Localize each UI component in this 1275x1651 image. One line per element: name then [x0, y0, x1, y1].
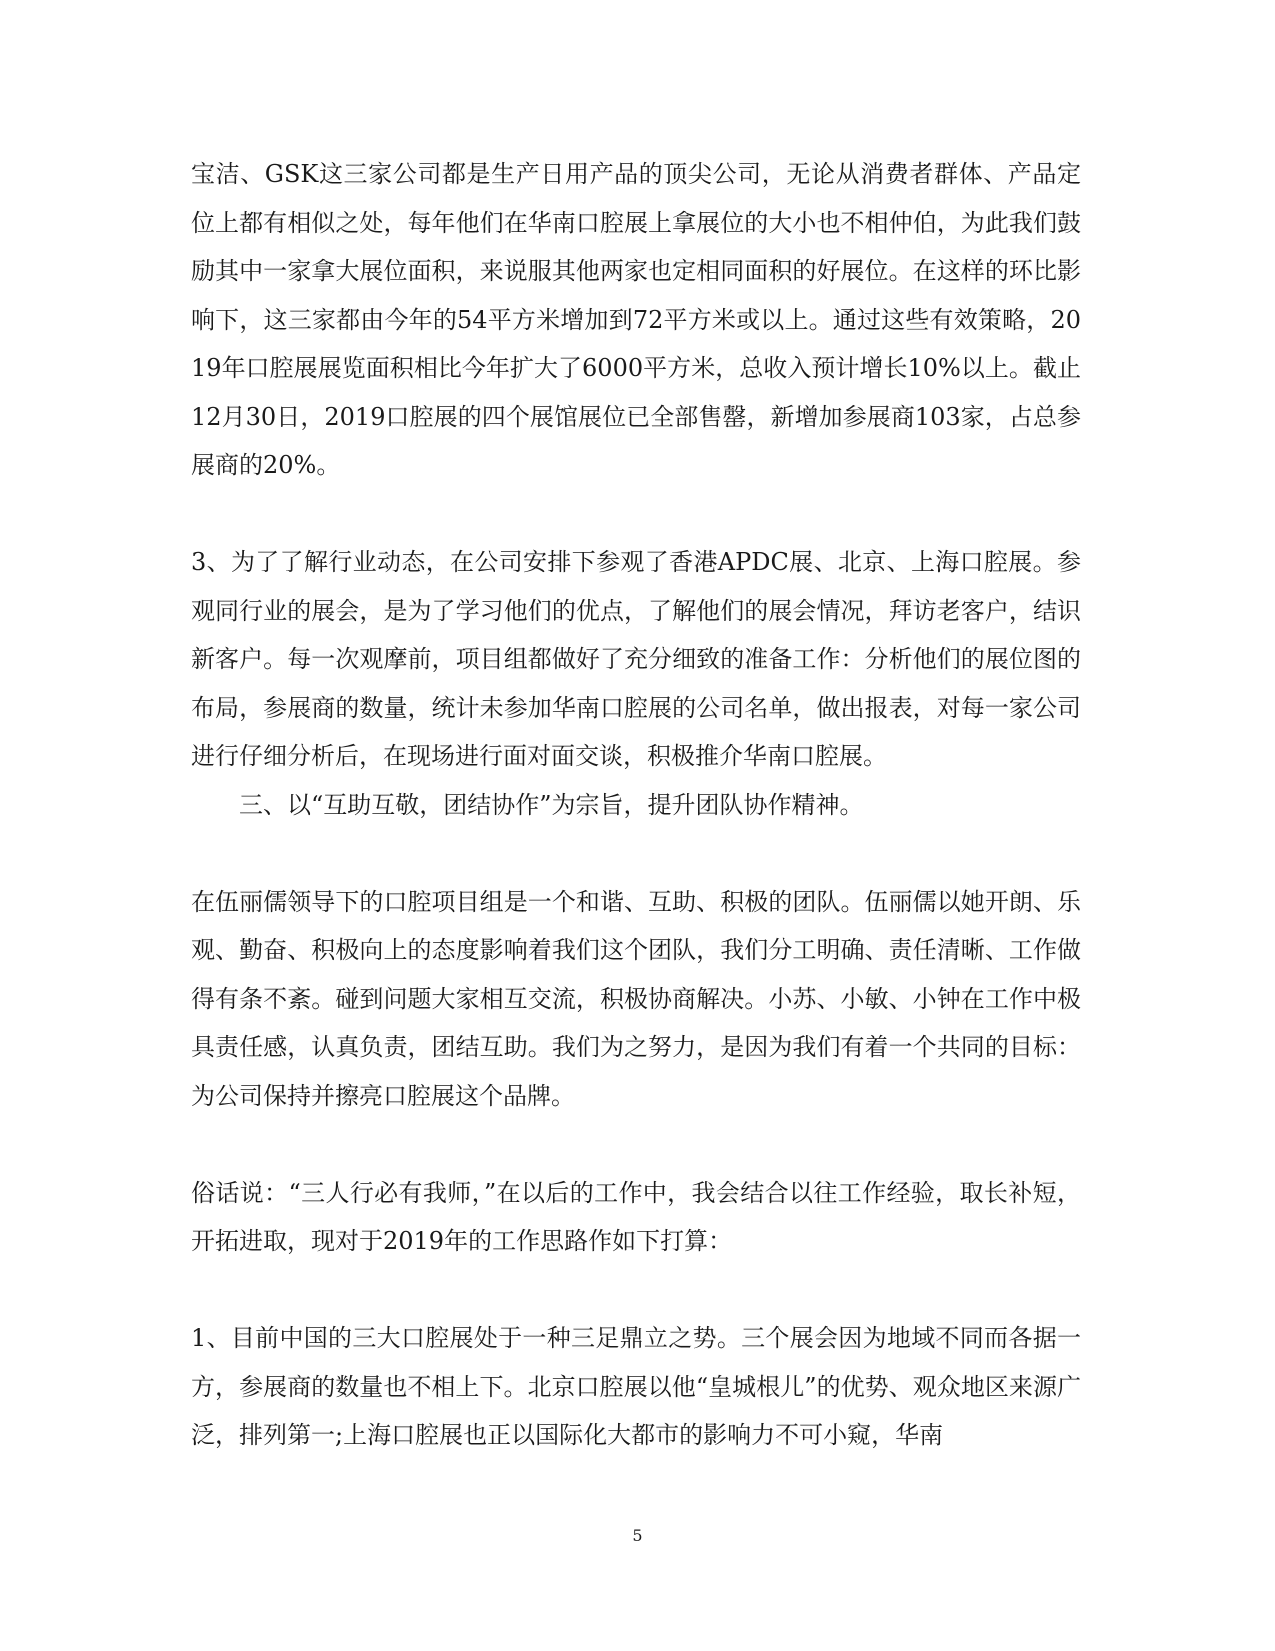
paragraph-three-exhibitions: 1、目前中国的三大口腔展处于一种三足鼎立之势。三个展会因为地域不同而各据一方，参展商的数量也不相上下。北京口腔展以他“皇城根儿”的优势、观众地区来源广泛，排列第一;上海口腔展也正以国际化大都市的影响力不可小窥，华南 — [191, 1324, 1081, 1449]
paragraph-plan-intro: 俗话说：“三人行必有我师，”在以后的工作中，我会结合以往工作经验，取长补短，开拓进取，现对于2019年的工作思路作如下打算： — [191, 1178, 1081, 1255]
paragraph-industry-visits: 3、为了了解行业动态，在公司安排下参观了香港APDC展、北京、上海口腔展。参观同行业的展会，是为了学习他们的优点，了解他们的展会情况，拜访老客户，结识新客户。每一次观摩前，项目组都做好了充分细致的准备工作：分析他们的展位图的布局，参展商的数量，统计未参加华南口腔展的公司名单，做出报表，对每一家公司进行仔细分析后，在现场进行面对面交谈，积极推介华南口腔展。 — [191, 548, 1081, 770]
section-heading-teamwork: 三、以“互助互敬，团结协作”为宗旨，提升团队协作精神。 — [239, 790, 864, 819]
document-body — [191, 150, 1081, 1460]
paragraph-booth-expansion: 宝洁、GSK这三家公司都是生产日用产品的顶尖公司，无论从消费者群体、产品定位上都有相似之处，每年他们在华南口腔展上拿展位的大小也不相仲伯，为此我们鼓励其中一家拿大展位面积，来说服其他两家也定相同面积的好展位。在这样的环比影响下，这三家都由今年的54平方米增加到72平方米或以上。通过这些有效策略，2019年口腔展展览面积相比今年扩大了6000平方米，总收入预计增长10%以上。截止12月30日，2019口腔展的四个展馆展位已全部售罄，新增加参展商103家，占总参展商的20%。 — [191, 160, 1081, 479]
paragraph-team: 在伍丽儒领导下的口腔项目组是一个和谐、互助、积极的团队。伍丽儒以她开朗、乐观、勤奋、积极向上的态度影响着我们这个团队，我们分工明确、责任清晰、工作做得有条不紊。碰到问题大家相互交流，积极协商解决。小苏、小敏、小钟在工作中极具责任感，认真负责，团结互助。我们为之努力，是因为我们有着一个共同的目标：为公司保持并擦亮口腔展这个品牌。 — [191, 887, 1081, 1110]
page-number: 5 — [632, 1526, 643, 1545]
